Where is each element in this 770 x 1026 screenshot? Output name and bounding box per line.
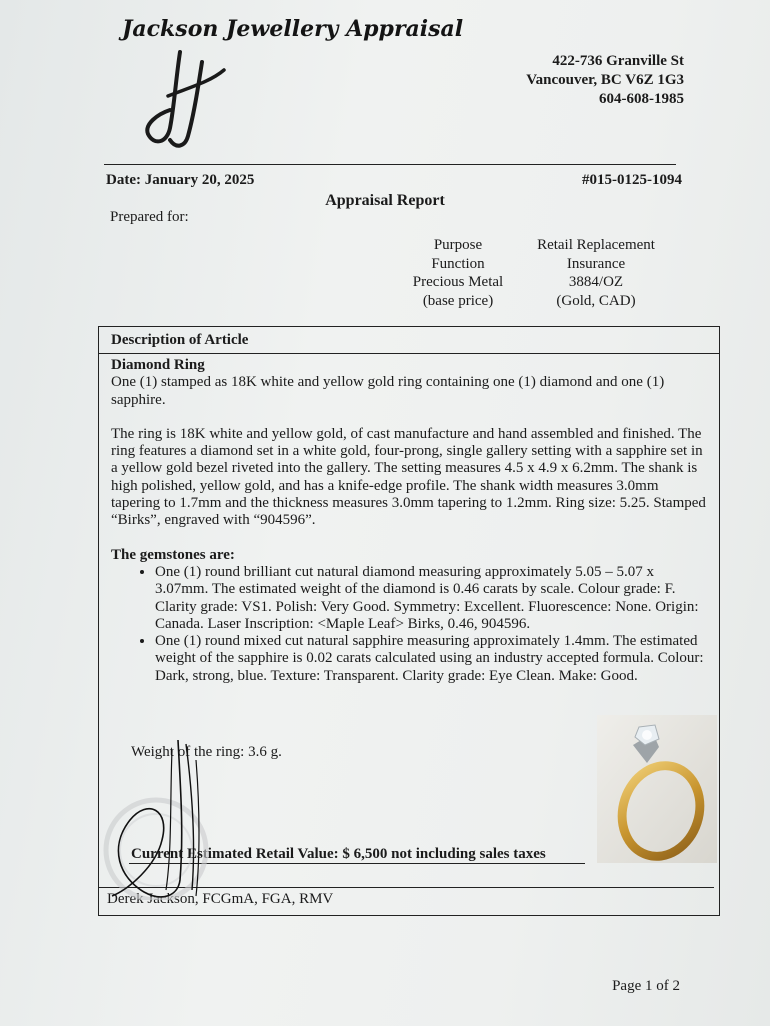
signature-mark <box>100 720 220 910</box>
meta-label: Purpose <box>433 237 483 253</box>
address-phone: 604-608-1985 <box>599 91 684 107</box>
company-address <box>526 52 684 109</box>
meta-label: Function <box>431 255 485 272</box>
appraiser-name: Derek Jackson, FCGmA, FGA, RMV <box>107 891 334 907</box>
meta-value: Retail Replacement <box>537 237 655 253</box>
meta-value: 3884/OZ <box>568 274 624 290</box>
report-date: Date: January 20, 2025 <box>106 172 255 188</box>
jj-monogram-logo <box>140 48 230 154</box>
item-title: Diamond Ring <box>111 357 205 373</box>
meta-row <box>400 273 676 292</box>
address-street: 422-736 Granville St <box>552 53 684 69</box>
meta-row <box>400 292 676 311</box>
meta-value: Insurance <box>566 255 626 272</box>
page-number: Page 1 of 2 <box>612 978 680 994</box>
meta-row <box>400 255 676 274</box>
estimated-value: Current Estimated Retail Value: $ 6,500 not including sales taxes <box>131 846 546 862</box>
appraisal-meta-table <box>400 236 676 310</box>
ring-weight: Weight of the ring: 3.6 g. <box>131 744 282 760</box>
meta-label: (base price) <box>422 292 494 309</box>
reference-number: #015-0125-1094 <box>582 172 682 188</box>
gemstone-item: • One (1) round mixed cut natural sapphire measuring approximately 1.4mm. The estimated weight of the sapphire is 0.02 carats calculated using an industry accepted formula. Colour: Dark, strong, blue. Texture: Transparent. Clarity grade: Eye Clean. Make: Good. <box>155 633 711 685</box>
gemstone-list <box>111 564 711 685</box>
item-summary: One (1) stamped as 18K white and yellow gold ring containing one (1) diamond and one (1) sapphire. <box>111 374 665 408</box>
item-details: The ring is 18K white and yellow gold, of cast manufacture and hand assembled and finished. The ring features a diamond set in a white gold, four-prong, single gallery setting with a sapphire set in a yellow gold bezel riveted into the gallery. The setting measures 4.5 x 4.9 x 6.2mm. The shank is high polished, yellow gold, and has a knife-edge profile. The shank width measures 3.0mm tapering to 1.7mm and the thickness measures 3.0mm tapering to 1.2mm. Ring size: 5.25. Stamped “Birks”, engraved with “904596”. <box>111 425 706 529</box>
address-city: Vancouver, BC V6Z 1G3 <box>526 72 684 88</box>
gemstones-heading: The gemstones are: <box>111 546 235 563</box>
meta-label: Precious Metal <box>412 274 504 290</box>
company-name: Jackson Jewellery Appraisal <box>122 16 464 42</box>
header-divider <box>104 164 676 165</box>
description-content <box>111 357 711 685</box>
gemstone-item: • One (1) round brilliant cut natural diamond measuring approximately 5.05 – 5.07 x 3.07mm. The estimated weight of the diamond is 0.46 carats by scale. Colour grade: F. Clarity grade: VS1. Polish: Very Good. Symmetry: Excellent. Fluorescence: None. Origin: Canada. Laser Inscription: <Maple Leaf> Birks, 0.46, 904596. <box>155 564 711 633</box>
meta-value: (Gold, CAD) <box>556 292 636 309</box>
description-heading: Description of Article <box>111 332 249 348</box>
description-header <box>99 327 719 354</box>
report-title: Appraisal Report <box>325 192 445 209</box>
prepared-for-label: Prepared for: <box>110 209 189 225</box>
ring-photo <box>597 715 717 863</box>
meta-row <box>400 236 676 255</box>
